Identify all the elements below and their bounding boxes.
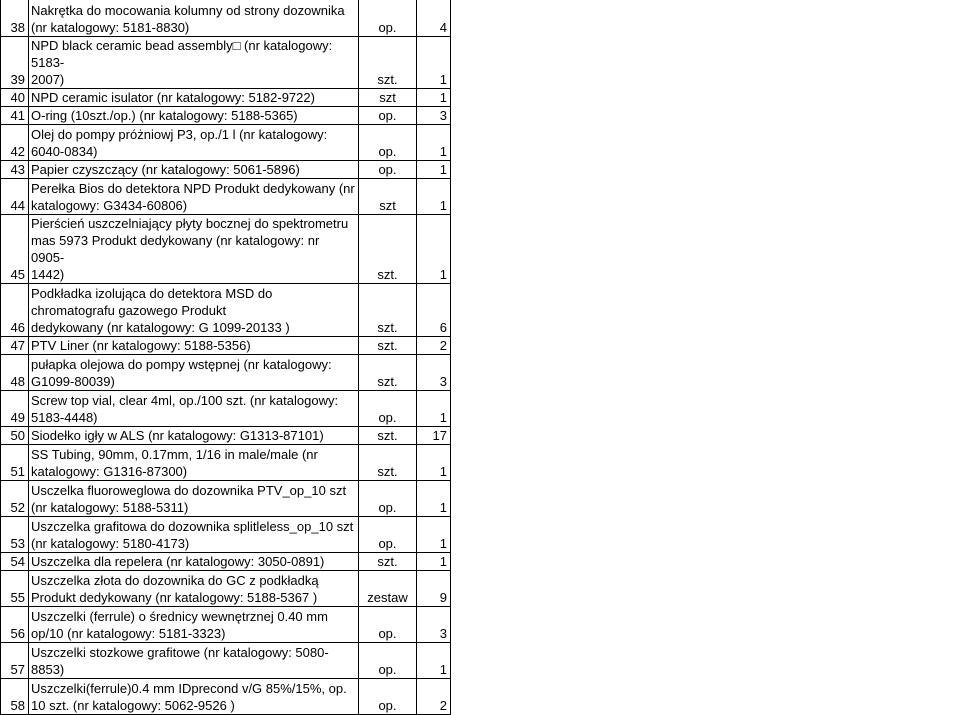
row-number: 51: [1, 444, 29, 480]
item-unit: op.: [359, 678, 417, 714]
item-description: PTV Liner (nr katalogowy: 5188-5356): [29, 336, 359, 354]
item-description: Uszczelka dla repelera (nr katalogowy: 3050-0891): [29, 552, 359, 570]
item-quantity: 2: [417, 678, 451, 714]
item-description: NPD black ceramic bead assembly□ (nr katalogowy: 5183- 2007): [29, 36, 359, 88]
item-quantity: 1: [417, 124, 451, 160]
item-quantity: 2: [417, 336, 451, 354]
item-unit: szt.: [359, 336, 417, 354]
item-description: Nakrętka do mocowania kolumny od strony dozownika (nr katalogowy: 5181-8830): [29, 0, 359, 36]
item-unit: op.: [359, 106, 417, 124]
table-row: [1, 214, 451, 283]
item-description: Olej do pompy próżniowj P3, op./1 l (nr katalogowy: 6040-0834): [29, 124, 359, 160]
item-unit: zestaw: [359, 570, 417, 606]
table-row: [1, 516, 451, 552]
row-number: 55: [1, 570, 29, 606]
item-quantity: 1: [417, 444, 451, 480]
row-number: 40: [1, 88, 29, 106]
item-description: O-ring (10szt./op.) (nr katalogowy: 5188-5365): [29, 106, 359, 124]
table-row: [1, 160, 451, 178]
item-quantity: 17: [417, 426, 451, 444]
table-row: [1, 88, 451, 106]
item-unit: op.: [359, 160, 417, 178]
table-row: [1, 283, 451, 336]
table-row: [1, 178, 451, 214]
item-unit: op.: [359, 0, 417, 36]
table-row: [1, 124, 451, 160]
table-row: [1, 36, 451, 88]
row-number: 54: [1, 552, 29, 570]
item-unit: op.: [359, 642, 417, 678]
item-quantity: 1: [417, 642, 451, 678]
item-description: pułapka olejowa do pompy wstępnej (nr katalogowy: G1099-80039): [29, 354, 359, 390]
item-description: Uszczelki(ferrule)0.4 mm IDprecond v/G 85%/15%, op. 10 szt. (nr katalogowy: 5062-9526 ): [29, 678, 359, 714]
row-number: 41: [1, 106, 29, 124]
row-number: 45: [1, 214, 29, 283]
table-row: [1, 426, 451, 444]
row-number: 50: [1, 426, 29, 444]
item-unit: szt.: [359, 283, 417, 336]
item-description: Siodełko igły w ALS (nr katalogowy: G1313-87101): [29, 426, 359, 444]
item-description: Perełka Bios do detektora NPD Produkt dedykowany (nr katalogowy: G3434-60806): [29, 178, 359, 214]
item-unit: op.: [359, 480, 417, 516]
row-number: 39: [1, 36, 29, 88]
item-quantity: 3: [417, 606, 451, 642]
table-row: [1, 642, 451, 678]
item-description: Usczelka fluoroweglowa do dozownika PTV_op_10 szt (nr katalogowy: 5188-5311): [29, 480, 359, 516]
item-quantity: 3: [417, 354, 451, 390]
table-row: [1, 552, 451, 570]
row-number: 42: [1, 124, 29, 160]
row-number: 46: [1, 283, 29, 336]
row-number: 53: [1, 516, 29, 552]
row-number: 47: [1, 336, 29, 354]
item-unit: op.: [359, 124, 417, 160]
row-number: 43: [1, 160, 29, 178]
table-row: [1, 390, 451, 426]
table-row: [1, 480, 451, 516]
item-quantity: 1: [417, 214, 451, 283]
table-row: [1, 354, 451, 390]
item-unit: op.: [359, 390, 417, 426]
table-row: [1, 444, 451, 480]
item-description: NPD ceramic isulator (nr katalogowy: 5182-9722): [29, 88, 359, 106]
item-description: Papier czyszczący (nr katalogowy: 5061-5896): [29, 160, 359, 178]
item-unit: szt.: [359, 552, 417, 570]
table-row: [1, 336, 451, 354]
item-quantity: 1: [417, 552, 451, 570]
item-description: SS Tubing, 90mm, 0.17mm, 1/16 in male/male (nr katalogowy: G1316-87300): [29, 444, 359, 480]
table-row: [1, 678, 451, 714]
item-quantity: 3: [417, 106, 451, 124]
table-row: [1, 606, 451, 642]
row-number: 44: [1, 178, 29, 214]
item-quantity: 9: [417, 570, 451, 606]
table-row: [1, 0, 451, 36]
item-description: Uszczelka grafitowa do dozownika splitleless_op_10 szt (nr katalogowy: 5180-4173): [29, 516, 359, 552]
item-unit: szt.: [359, 354, 417, 390]
row-number: 48: [1, 354, 29, 390]
item-description: Podkładka izolująca do detektora MSD do chromatografu gazowego Produkt dedykowany (nr katalogowy: G 1099-20133 ): [29, 283, 359, 336]
item-description: Screw top vial, clear 4ml, op./100 szt. (nr katalogowy: 5183-4448): [29, 390, 359, 426]
item-unit: szt.: [359, 444, 417, 480]
item-quantity: 1: [417, 390, 451, 426]
item-quantity: 1: [417, 160, 451, 178]
items-table-body: [1, 0, 451, 714]
item-description: Uszczelki stozkowe grafitowe (nr katalogowy: 5080- 8853): [29, 642, 359, 678]
row-number: 58: [1, 678, 29, 714]
row-number: 38: [1, 0, 29, 36]
table-row: [1, 570, 451, 606]
item-unit: szt: [359, 88, 417, 106]
item-description: Pierścień uszczelniający płyty bocznej do spektrometru mas 5973 Produkt dedykowany (nr katalogowy: nr 0905- 1442): [29, 214, 359, 283]
item-description: Uszczelka złota do dozownika do GC z podkładką Produkt dedykowany (nr katalogowy: 5188-5367 ): [29, 570, 359, 606]
items-table: [0, 0, 451, 715]
row-number: 52: [1, 480, 29, 516]
row-number: 49: [1, 390, 29, 426]
item-quantity: 4: [417, 0, 451, 36]
item-quantity: 1: [417, 178, 451, 214]
table-row: [1, 106, 451, 124]
item-unit: szt.: [359, 36, 417, 88]
item-unit: szt.: [359, 426, 417, 444]
item-quantity: 6: [417, 283, 451, 336]
item-quantity: 1: [417, 88, 451, 106]
row-number: 56: [1, 606, 29, 642]
item-unit: szt.: [359, 214, 417, 283]
item-description: Uszczelki (ferrule) o średnicy wewnętrznej 0.40 mm op/10 (nr katalogowy: 5181-3323): [29, 606, 359, 642]
row-number: 57: [1, 642, 29, 678]
item-unit: szt: [359, 178, 417, 214]
item-unit: op.: [359, 516, 417, 552]
item-quantity: 1: [417, 516, 451, 552]
item-unit: op.: [359, 606, 417, 642]
item-quantity: 1: [417, 36, 451, 88]
item-quantity: 1: [417, 480, 451, 516]
